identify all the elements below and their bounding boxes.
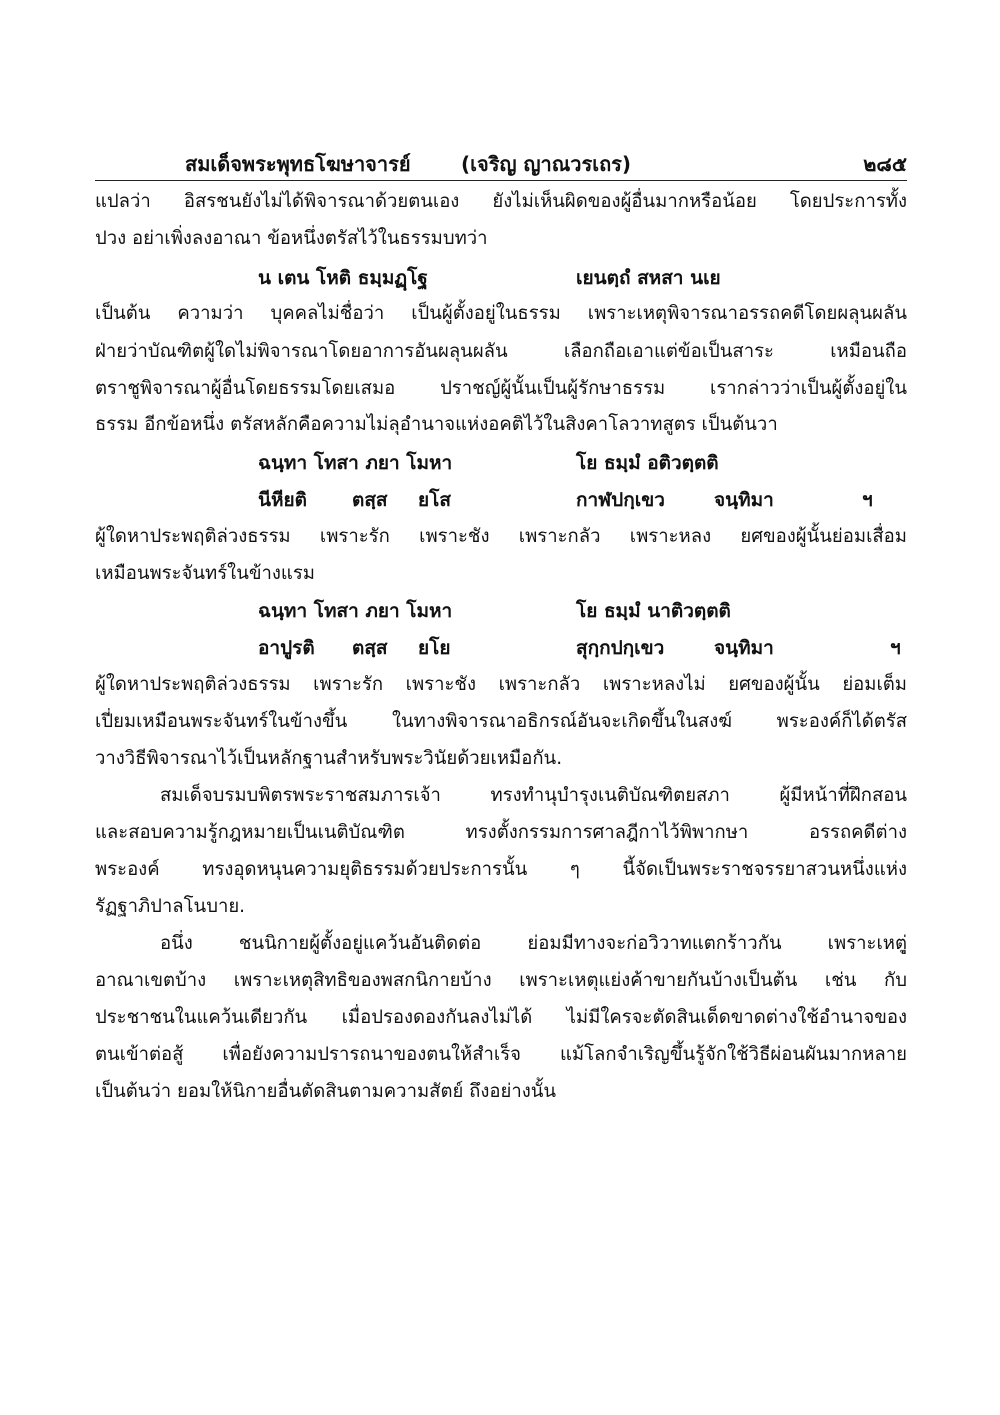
verse-text: นีหียติ [258,489,307,511]
verse-text: โย ธมฺมํ นาติวตฺตติ [576,600,731,622]
verse-text: ตสฺส [352,637,388,659]
verse-text: ฉนฺทา โทสา ภยา โมหา [258,600,453,622]
text-line: เปี่ยมเหมือนพระจันทร์ในข้างขึ้น ในทางพิจารณาอธิกรณ์อันจะเกิดขึ้นในสงฆ์ พระองค์ก็ได้ตรัส [95,711,907,732]
text-line: ตนเข้าต่อสู้ เพื่อยังความปรารถนาของตนให้สำเร็จ แม้โลกจำเริญขึ้นรู้จักใช้วิธีผ่อนผันมากหลาย [95,1044,907,1065]
text-line: ผู้ใดหาประพฤติล่วงธรรม เพราะรัก เพราะชัง เพราะกลัว เพราะหลงไม่ ยศของผู้นั้น ย่อมเต็ม [95,674,907,695]
verse-text: ฉนฺทา โทสา ภยา โมหา [258,452,453,474]
verse-text: จนฺทิมา [714,489,774,511]
text-line: แปลว่า อิสรชนยังไม่ได้พิจารณาด้วยตนเอง ยังไม่เห็นผิดของผู้อื่นมากหรือน้อย โดยประการทั้ง [95,191,907,212]
text-line: สมเด็จบรมบพิตรพระราชสมภารเจ้า ทรงทำนุบำรุงเนติบัณฑิตยสภา ผู้มีหน้าที่ฝึกสอน [160,785,907,806]
verse-text: ยโส [418,489,451,511]
text-line: เป็นต้น ความว่า บุคคลไม่ชื่อว่า เป็นผู้ตั้งอยู่ในธรรม เพราะเหตุพิจารณาอรรถคดีโดยผลุนผลัน [95,303,907,324]
text-line: ประชาชนในแคว้นเดียวกัน เมื่อปรองดองกันลงไม่ได้ ไม่มีใครจะตัดสินเด็ดขาดต่างใช้อำนาจของ [95,1007,907,1028]
text-line: ธรรม อีกข้อหนึ่ง ตรัสหลักคือความไม่ลุอำนาจแห่งอคติไว้ในสิงคาโลวาทสูตร เป็นต้นวา [95,414,778,435]
header-title: สมเด็จพระพุทธโฆษาจารย์ [185,152,411,176]
verse-text: ฯ [862,489,873,511]
verse-text: น เตน โหติ ธมฺมฏฺโฐ [258,267,428,289]
text-line: ตราชูพิจารณาผู้อื่นโดยธรรมโดยเสมอ ปราชญ์ผู้นั้นเป็นผู้รักษาธรรม เรากล่าวว่าเป็นผู้ตั้งอยู่ใน [95,378,907,399]
verse-text: โย ธมฺมํ อติวตฺตติ [576,452,719,474]
verse-text: เยนตฺถํ สหสา นเย [576,267,721,289]
text-line: พระองค์ ทรงอุดหนุนความยุติธรรมด้วยประการนั้น ๆ นี้จัดเป็นพระราชจรรยาสวนหนึ่งแห่ง [95,859,907,880]
verse-text: กาฬปกฺเขว [576,489,665,511]
verse-text: ฯ [890,637,901,659]
page-number: ๒๘๕ [863,152,907,176]
text-line: วางวิธีพิจารณาไว้เป็นหลักฐานสำหรับพระวินัยด้วยเหมือกัน. [95,748,563,769]
verse-text: อาปูรติ [258,637,315,659]
verse-text: ตสฺส [352,489,388,511]
text-line: รัฏฐาภิปาลโนบาย. [95,896,246,917]
page-header [95,146,907,181]
text-line: และสอบความรู้กฎหมายเป็นเนติบัณฑิต ทรงตั้งกรรมการศาลฎีกาไว้พิพากษา อรรถคดีต่าง [95,822,907,843]
text-line: เหมือนพระจันทร์ในข้างแรม [95,563,315,584]
verse-text: สุกฺกปกฺเขว [576,637,665,659]
header-author: (เจริญ ญาณวรเถร) [461,152,632,176]
text-line: อนึ่ง ชนนิกายผู้ตั้งอยู่แคว้นอันติดต่อ ย่อมมีทางจะก่อวิวาทแตกร้าวกัน เพราะเหตุู่ [160,933,907,954]
text-line: ฝ่ายว่าบัณฑิตผู้ใดไม่พิจารณาโดยอาการอันผลุนผลัน เลือกถือเอาแต่ข้อเป็นสาระ เหมือนถือ [95,341,907,362]
text-line: เป็นต้นว่า ยอมให้นิกายอื่นตัดสินตามความสัตย์ ถึงอย่างนั้น [95,1081,557,1102]
text-line: ผู้ใดหาประพฤติล่วงธรรม เพราะรัก เพราะชัง เพราะกลัว เพราะหลง ยศของผู้นั้นย่อมเสื่อม [95,526,907,547]
verse-text: ยโย [418,637,451,659]
verse-text: จนฺทิมา [714,637,774,659]
text-line: ปวง อย่าเพิ่งลงอาณา ข้อหนึ่งตรัสไว้ในธรรมบทว่า [95,228,488,249]
text-line: อาณาเขตบ้าง เพราะเหตุสิทธิของพสกนิกายบ้าง เพราะเหตุแย่งค้าขายกันบ้างเป็นต้น เช่น กับ [95,970,907,991]
